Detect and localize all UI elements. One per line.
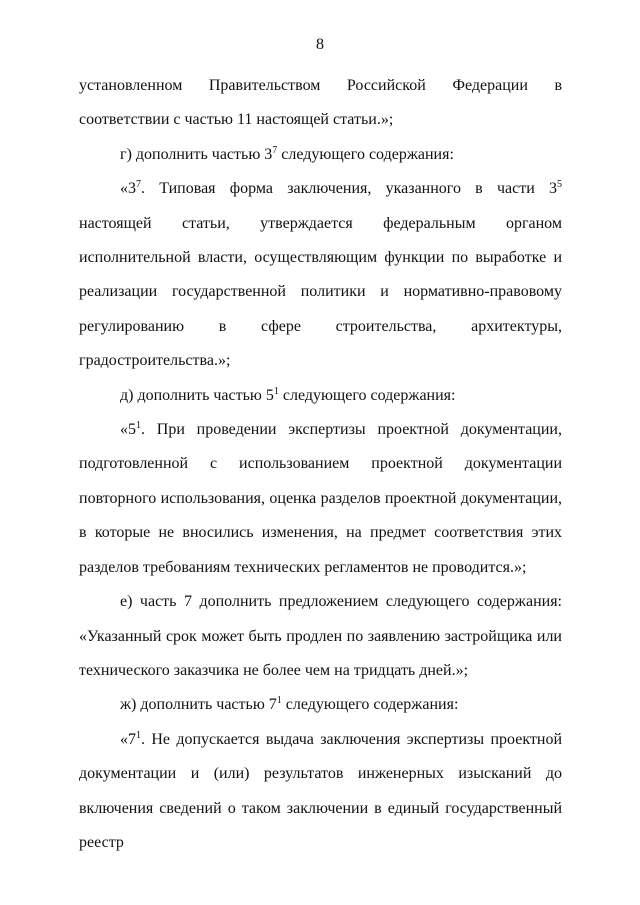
superscript: 1 xyxy=(136,420,141,432)
text-run: е) часть 7 дополнить предложением следующего содержания: «Указанный срок может быть продлен по заявлению застройщика или технического заказчика не более чем на тридцать дней.»; xyxy=(79,593,562,679)
paragraph-continuation xyxy=(79,69,562,138)
page-number: 8 xyxy=(316,36,324,53)
text-run: г) дополнить частью 3 xyxy=(120,145,273,163)
text-run: следующего содержания: xyxy=(281,696,459,714)
paragraph-item-d xyxy=(79,379,562,413)
text-run: «5 xyxy=(120,421,136,439)
superscript: 1 xyxy=(136,729,141,741)
text-run: . Не допускается выдача заключения экспертизы проектной документации и (или) результатов инженерных изысканий до включения сведений о таком заключении в единый государственный реестр xyxy=(79,730,562,851)
text-run: настоящей статьи, утверждается федеральным органом исполнительной власти, осуществляющим функции по выработке и реализации государственной политики и нормативно-правовому регулированию в сфере строительства, архитектуры, градостроительства.»; xyxy=(79,214,562,370)
text-run: . При проведении экспертизы проектной документации, подготовленной с использованием проектной документации повторного использования, оценка разделов проектной документации, в которые не вносились изменения, на предмет соответствия этих разделов требованиям технических регламентов не проводится.»; xyxy=(79,421,562,576)
paragraph-part-3-7 xyxy=(79,172,562,378)
document-body xyxy=(79,69,562,860)
text-run: следующего содержания: xyxy=(278,386,456,404)
superscript: 7 xyxy=(136,179,141,191)
text-run: . Типовая форма заключения, указанного в части 3 xyxy=(141,180,557,198)
text-run: установленном Правительством Российской Федерации в соответствии с частью 11 настоящей статьи.»; xyxy=(79,77,562,129)
text-run: «3 xyxy=(120,180,136,198)
text-run: «7 xyxy=(120,730,136,748)
superscript: 1 xyxy=(273,385,279,397)
paragraph-item-g xyxy=(79,138,562,172)
text-run: ж) дополнить частью 7 xyxy=(120,696,277,714)
paragraph-part-7-1 xyxy=(79,723,562,861)
superscript: 1 xyxy=(276,695,282,707)
superscript: 7 xyxy=(272,144,278,156)
paragraph-item-zh xyxy=(79,688,562,722)
text-run: д) дополнить частью 5 xyxy=(120,386,274,404)
paragraph-part-5-1 xyxy=(79,413,562,585)
text-run: следующего содержания: xyxy=(277,145,454,163)
paragraph-item-e xyxy=(79,585,562,688)
superscript: 5 xyxy=(557,179,562,191)
